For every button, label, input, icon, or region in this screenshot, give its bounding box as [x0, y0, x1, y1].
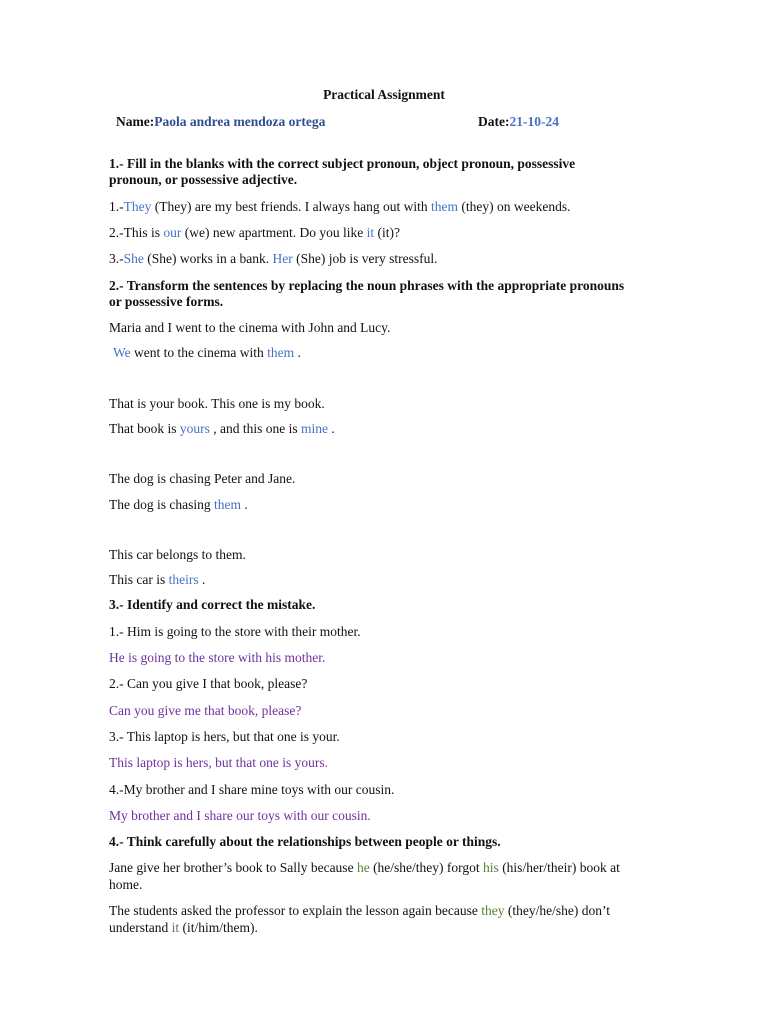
- s2-exercise-3-answer: [109, 496, 248, 513]
- s2-exercise-4-original: This car belongs to them.: [109, 547, 246, 562]
- text-run: (we) new apartment. Do you like: [181, 225, 367, 240]
- text-run: (it/him/them).: [179, 920, 258, 935]
- section-2-heading-line-2: or possessive forms.: [109, 294, 224, 309]
- text-run: (She) job is very stressful.: [292, 251, 438, 266]
- section-1-heading-line-1: 1.- Fill in the blanks with the correct subject pronoun, object pronoun, possessive: [109, 156, 576, 171]
- page-title: Practical Assignment: [323, 87, 445, 102]
- answer: Her: [272, 251, 293, 266]
- s2-exercise-1-original: Maria and I went to the cinema with John and Lucy.: [109, 320, 391, 335]
- s2-exercise-2-original: That is your book. This one is my book.: [109, 396, 325, 411]
- answer: his: [483, 860, 499, 875]
- text-run: (he/she/they) forgot: [369, 860, 484, 875]
- answer: he: [356, 860, 370, 875]
- answer: it: [171, 920, 180, 935]
- date-value: 21-10-24: [509, 114, 559, 129]
- section-2-heading-line-1: 2.- Transform the sentences by replacing the noun phrases with the appropriate pronouns: [109, 278, 625, 293]
- text-run: (it)?: [374, 225, 400, 240]
- section-1-heading-line-2: pronoun, or possessive adjective.: [109, 172, 298, 187]
- answer: mine: [301, 421, 328, 436]
- s3-answer-1: He is going to the store with his mother.: [109, 650, 326, 665]
- answer: them: [431, 199, 459, 214]
- s3-question-3: 3.- This laptop is hers, but that one is your.: [109, 729, 340, 744]
- answer: it: [366, 225, 375, 240]
- section-4-heading: 4.- Think carefully about the relationships between people or things.: [109, 834, 501, 849]
- text-run: .: [294, 345, 301, 360]
- text-run: That book is: [109, 421, 180, 436]
- answer: We: [113, 345, 131, 360]
- answer: them: [213, 497, 241, 512]
- s4-exercise-1-line-2: home.: [109, 877, 143, 892]
- s4-exercise-2-line-1: [109, 902, 610, 919]
- name-value: Paola andrea mendoza ortega: [154, 114, 326, 129]
- answer: She: [123, 251, 144, 266]
- text-run: , and this one is: [209, 421, 301, 436]
- text-run: (they) on weekends.: [458, 199, 571, 214]
- s1-question-3: [109, 250, 437, 267]
- text-run: went to the cinema with: [130, 345, 268, 360]
- text-run: Jane give her brother’s book to Sally because: [109, 860, 357, 875]
- s3-question-2: 2.- Can you give I that book, please?: [109, 676, 308, 691]
- answer: them: [267, 345, 295, 360]
- s2-exercise-2-answer: [109, 420, 335, 437]
- date-label: Date:: [478, 114, 510, 129]
- s3-answer-4: My brother and I share our toys with our cousin.: [109, 808, 371, 823]
- answer: yours: [179, 421, 210, 436]
- s2-exercise-1-answer: [113, 344, 301, 361]
- answer: they: [481, 903, 505, 918]
- answer: theirs: [168, 572, 199, 587]
- s1-question-2: [109, 224, 400, 241]
- name-line: [116, 113, 325, 130]
- s3-question-1: 1.- Him is going to the store with their mother.: [109, 624, 361, 639]
- text-run: understand: [109, 920, 172, 935]
- text-run: (his/her/their) book at: [498, 860, 620, 875]
- text-run: This car is: [109, 572, 169, 587]
- answer: our: [163, 225, 182, 240]
- section-3-heading: 3.- Identify and correct the mistake.: [109, 597, 316, 612]
- answer: They: [123, 199, 152, 214]
- text-run: The dog is chasing: [109, 497, 214, 512]
- text-run: .: [198, 572, 206, 587]
- text-run: 3.-: [109, 251, 124, 266]
- s3-question-4: 4.-My brother and I share mine toys with our cousin.: [109, 782, 395, 797]
- text-run: (they/he/she) don’t: [504, 903, 610, 918]
- s3-answer-2: Can you give me that book, please?: [109, 703, 302, 718]
- text-run: (She) works in a bank.: [143, 251, 273, 266]
- name-label: Name:: [116, 114, 155, 129]
- s2-exercise-3-original: The dog is chasing Peter and Jane.: [109, 471, 296, 486]
- s2-exercise-4-answer: [109, 571, 205, 588]
- text-run: .: [240, 497, 248, 512]
- text-run: 2.-This is: [109, 225, 164, 240]
- s4-exercise-1-line-1: [109, 859, 620, 876]
- text-run: The students asked the professor to explain the lesson again because: [109, 903, 482, 918]
- text-run: (They) are my best friends. I always hang out with: [151, 199, 432, 214]
- s4-exercise-2-line-2: [109, 919, 258, 936]
- text-run: .: [328, 421, 335, 436]
- s3-answer-3: This laptop is hers, but that one is yours.: [109, 755, 328, 770]
- date-line: [478, 113, 559, 130]
- text-run: 1.-: [109, 199, 124, 214]
- s1-question-1: [109, 198, 571, 215]
